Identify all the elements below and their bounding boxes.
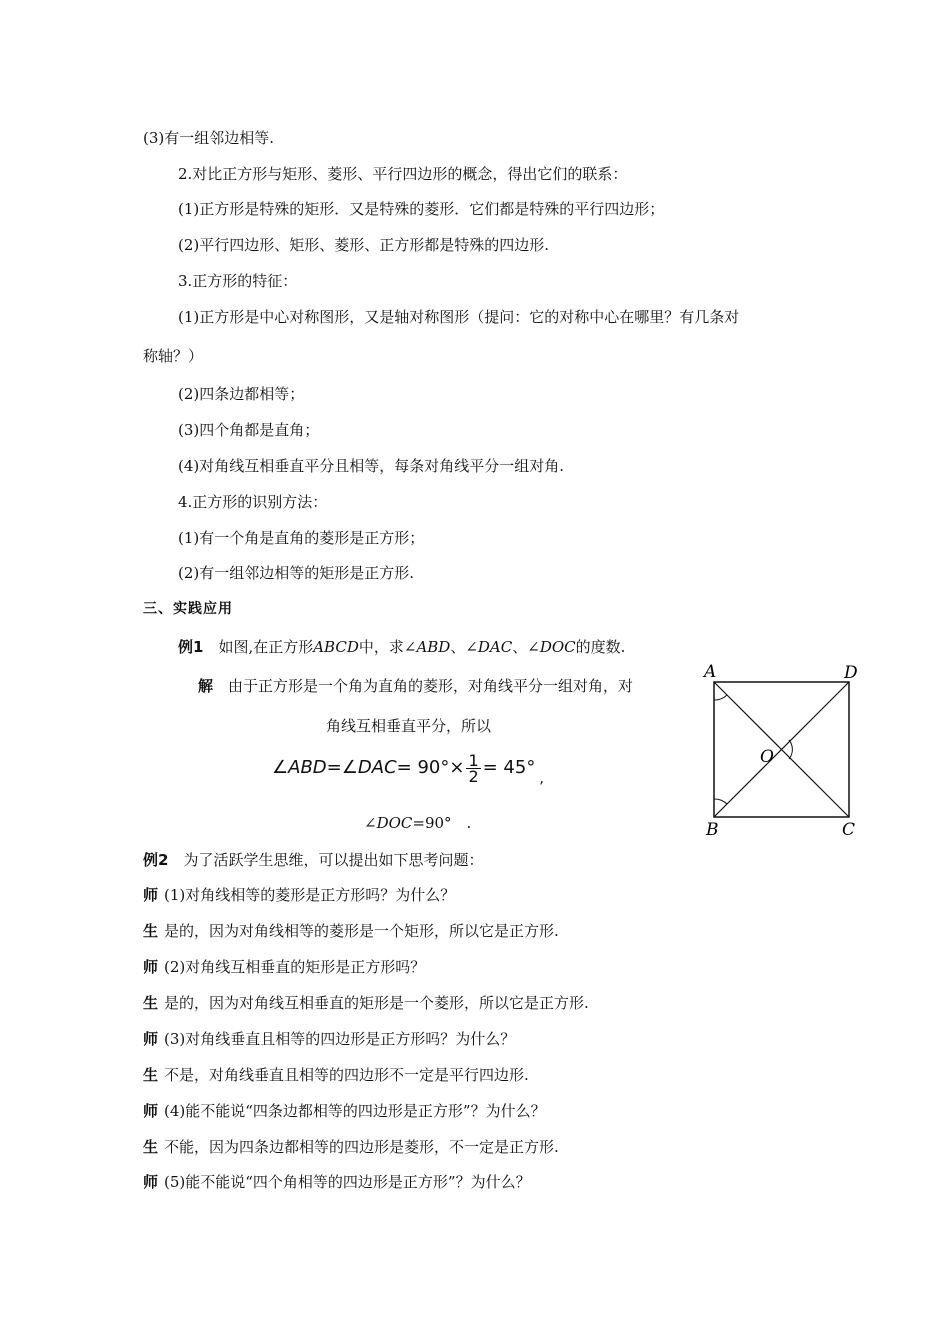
text-span: ABD	[288, 757, 327, 778]
dialogue-text: (4)能不能说“四条边都相等的四边形是正方形”？为什么？	[164, 1102, 546, 1120]
solution-line: 角线互相垂直平分，所以	[326, 717, 492, 735]
text-span: DAC	[357, 757, 397, 778]
solution-line	[198, 676, 633, 696]
speaker-label: 生	[143, 1066, 159, 1084]
dialogue-row	[143, 993, 589, 1013]
section-heading: 三、实践应用	[143, 601, 233, 617]
text-span: DOC	[376, 814, 413, 832]
speaker-label: 生	[143, 1138, 159, 1156]
equation-2	[364, 813, 471, 833]
text-line: (2)四条边都相等；	[178, 385, 305, 403]
text-span: 的度数.	[575, 638, 626, 656]
label-o: O	[760, 747, 774, 767]
text-span: DAC	[477, 638, 513, 656]
text-span: ∠	[272, 757, 289, 778]
solution-label: 解	[198, 677, 214, 695]
text-span: = 45°	[482, 757, 536, 778]
angle-mark-a	[714, 695, 727, 700]
dialogue-text: 是的，因为对角线互相垂直的矩形是一个菱形，所以它是正方形.	[164, 994, 589, 1012]
square-diagram	[700, 658, 870, 842]
text-span: 中，求∠	[358, 638, 417, 656]
equation-1	[272, 752, 544, 785]
text-span: =90° .	[412, 814, 472, 832]
example1-label: 例1	[178, 638, 204, 656]
fraction	[466, 750, 480, 786]
angle-mark-b	[714, 799, 727, 804]
speaker-label: 生	[143, 922, 159, 940]
label-b: B	[706, 820, 719, 840]
speaker-label: 师	[143, 1102, 159, 1120]
dialogue-text: 是的，因为对角线相等的菱形是一个矩形，所以它是正方形.	[164, 922, 559, 940]
dialogue-row	[143, 1065, 529, 1085]
dialogue-row	[143, 921, 559, 941]
dialogue-text: (5)能不能说“四个角相等的四边形是正方形”？为什么？	[164, 1173, 531, 1191]
text-line: (2)平行四边形、矩形、菱形、正方形都是特殊的四边形.	[178, 236, 550, 254]
dialogue-row	[143, 1137, 559, 1157]
text-span: DOC	[539, 638, 576, 656]
dialogue-text: 不能，因为四条边都相等的四边形是菱形，不一定是正方形.	[164, 1138, 559, 1156]
example1-question	[178, 637, 625, 657]
text-span: 、∠	[450, 638, 478, 656]
dialogue-row	[143, 957, 425, 977]
speaker-label: 师	[143, 886, 159, 904]
text-span: ABCD	[313, 638, 359, 656]
speaker-label: 师	[143, 958, 159, 976]
dialogue-text: 不是，对角线垂直且相等的四边形不一定是平行四边形.	[164, 1066, 529, 1084]
text-span: =∠	[326, 757, 358, 778]
text-span: 为了活跃学生思维，可以提出如下思考问题：	[168, 851, 484, 869]
text-span: ∠	[364, 814, 377, 832]
text-span: 由于正方形是一个角为直角的菱形，对角线平分一组对角，对	[213, 677, 634, 695]
dialogue-row	[143, 885, 455, 905]
text-span: 1	[468, 750, 479, 770]
text-line: 4.正方形的识别方法：	[178, 493, 328, 511]
dialogue-text: (1)对角线相等的菱形是正方形吗？为什么？	[164, 886, 456, 904]
angle-mark-o	[789, 740, 792, 759]
text-span: 2	[468, 766, 479, 786]
text-line: (2)有一组邻边相等的矩形是正方形.	[178, 564, 415, 582]
text-span: 、∠	[512, 638, 540, 656]
text-line: 2.对比正方形与矩形、菱形、平行四边形的概念，得出它们的联系：	[178, 165, 628, 183]
text-line: (3)四个角都是直角；	[178, 421, 320, 439]
speaker-label: 师	[143, 1030, 159, 1048]
dialogue-row	[143, 1029, 515, 1049]
dialogue-text: (2)对角线互相垂直的矩形是正方形吗？	[164, 958, 426, 976]
dialogue-row	[143, 1172, 531, 1192]
text-span: ABD	[416, 638, 451, 656]
dialogue-text: (3)对角线垂直且相等的四边形是正方形吗？为什么？	[164, 1030, 516, 1048]
dialogue-row	[143, 1101, 546, 1121]
text-line: (1)正方形是特殊的矩形．又是特殊的菱形．它们都是特殊的平行四边形；	[178, 200, 665, 218]
text-line: (4)对角线互相垂直平分且相等，每条对角线平分一组对角.	[178, 457, 565, 475]
text-line: (1)正方形是中心对称图形，又是轴对称图形（提问：它的对称中心在哪里？有几条对	[178, 308, 740, 326]
text-span: 如图,在正方形	[203, 638, 314, 656]
text-span: = 90°×	[396, 757, 465, 778]
example2-label: 例2	[143, 851, 169, 869]
text-line: (1)有一个角是直角的菱形是正方形；	[178, 529, 425, 547]
text-line: 称轴？）	[143, 347, 204, 365]
text-line: (3)有一组邻边相等.	[143, 129, 275, 147]
example2-intro	[143, 850, 483, 870]
label-a: A	[704, 662, 717, 682]
label-d: D	[844, 663, 858, 683]
text-span: ,	[539, 771, 544, 787]
label-c: C	[842, 820, 856, 840]
speaker-label: 生	[143, 994, 159, 1012]
text-line: 3.正方形的特征：	[178, 272, 298, 290]
speaker-label: 师	[143, 1173, 159, 1191]
